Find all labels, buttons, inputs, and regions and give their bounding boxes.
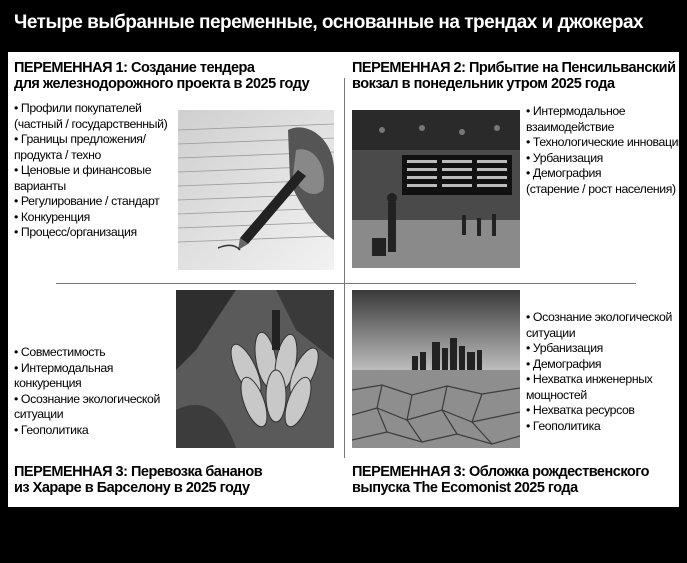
q2-heading-line-2: вокзал в понедельник утром 2025 года bbox=[352, 76, 615, 92]
q1-bullet: • Регулирование / стандарт bbox=[14, 194, 160, 208]
pen-signing-photo bbox=[178, 110, 334, 270]
q2-heading-line-1: ПЕРЕМЕННАЯ 2: Прибытие на Пенсильванский bbox=[352, 60, 676, 76]
q1-bullet: • Конкуренция bbox=[14, 209, 90, 224]
q4-bullet: • Демография bbox=[526, 356, 602, 371]
q3-bullet: • Интермодальная bbox=[14, 360, 114, 375]
q1-heading-line-1: ПЕРЕМЕННАЯ 1: Создание тендера bbox=[14, 60, 255, 76]
q4-bullet: • Урбанизация bbox=[526, 341, 603, 355]
q1-heading bbox=[14, 60, 309, 92]
q1-bullet: • Границы предложения/ bbox=[14, 132, 146, 146]
q3-bullet-list bbox=[14, 345, 160, 438]
q2-bullet-list bbox=[526, 104, 685, 197]
q1-bullet: • Ценовые и финансовые bbox=[14, 163, 152, 177]
q4-bullet: • Нехватка ресурсов bbox=[526, 403, 635, 417]
bananas-image bbox=[176, 290, 334, 448]
q2-bullet: взаимодействие bbox=[526, 119, 615, 134]
q1-bullet: продукта / техно bbox=[14, 147, 101, 162]
pen-signing-image bbox=[178, 110, 334, 270]
q2-bullet: • Технологические инновации bbox=[526, 135, 685, 149]
q3-heading-line-2: из Хараре в Барселону в 2025 году bbox=[14, 480, 250, 496]
q3-bullet: ситуации bbox=[14, 407, 64, 421]
q3-bullet: • Совместимость bbox=[14, 345, 106, 359]
q2-bullet: • Демография bbox=[526, 166, 602, 180]
dry-city-photo bbox=[352, 290, 520, 448]
q4-bullet: ситуации bbox=[526, 325, 576, 340]
horizontal-divider bbox=[56, 283, 636, 284]
q4-bullet: • Геополитика bbox=[526, 418, 601, 433]
q4-bullet: мощностей bbox=[526, 387, 587, 402]
q1-heading-line-2: для железнодорожного проекта в 2025 году bbox=[14, 76, 310, 92]
q1-bullet-list bbox=[14, 101, 167, 241]
q2-heading bbox=[352, 60, 676, 92]
q2-bullet: • Интермодальное bbox=[526, 104, 626, 118]
q4-heading bbox=[352, 464, 649, 496]
train-station-photo bbox=[352, 110, 520, 268]
train-station-image bbox=[352, 110, 520, 268]
vertical-divider bbox=[344, 78, 345, 458]
bananas-photo bbox=[176, 290, 334, 448]
q1-bullet: варианты bbox=[14, 178, 66, 193]
q3-bullet: • Геополитика bbox=[14, 422, 89, 437]
q4-bullet-list bbox=[526, 310, 672, 434]
q1-bullet: (частный / государственный) bbox=[14, 116, 168, 131]
q4-bullet: • Осознание экологической bbox=[526, 310, 672, 324]
q3-bullet: • Осознание экологической bbox=[14, 391, 160, 406]
q2-bullet: (старение / рост населения) bbox=[526, 181, 676, 196]
q3-heading-line-1: ПЕРЕМЕННАЯ 3: Перевозка бананов bbox=[14, 464, 263, 480]
q1-bullet: • Процесс/организация bbox=[14, 225, 137, 239]
q3-bullet: конкуренция bbox=[14, 376, 82, 390]
q4-bullet: • Нехватка инженерных bbox=[526, 372, 653, 386]
q2-bullet: • Урбанизация bbox=[526, 150, 603, 165]
q3-heading bbox=[14, 464, 262, 496]
q1-bullet: • Профили покупателей bbox=[14, 101, 142, 115]
q4-heading-line-1: ПЕРЕМЕННАЯ 3: Обложка рождественского bbox=[352, 464, 649, 480]
q4-heading-line-2: выпуска The Ecomonist 2025 года bbox=[352, 480, 578, 496]
dry-city-image bbox=[352, 290, 520, 448]
page-title: Четыре выбранные переменные, основанные на трендах и джокерах bbox=[14, 12, 644, 33]
quadrant-panel bbox=[8, 52, 685, 507]
